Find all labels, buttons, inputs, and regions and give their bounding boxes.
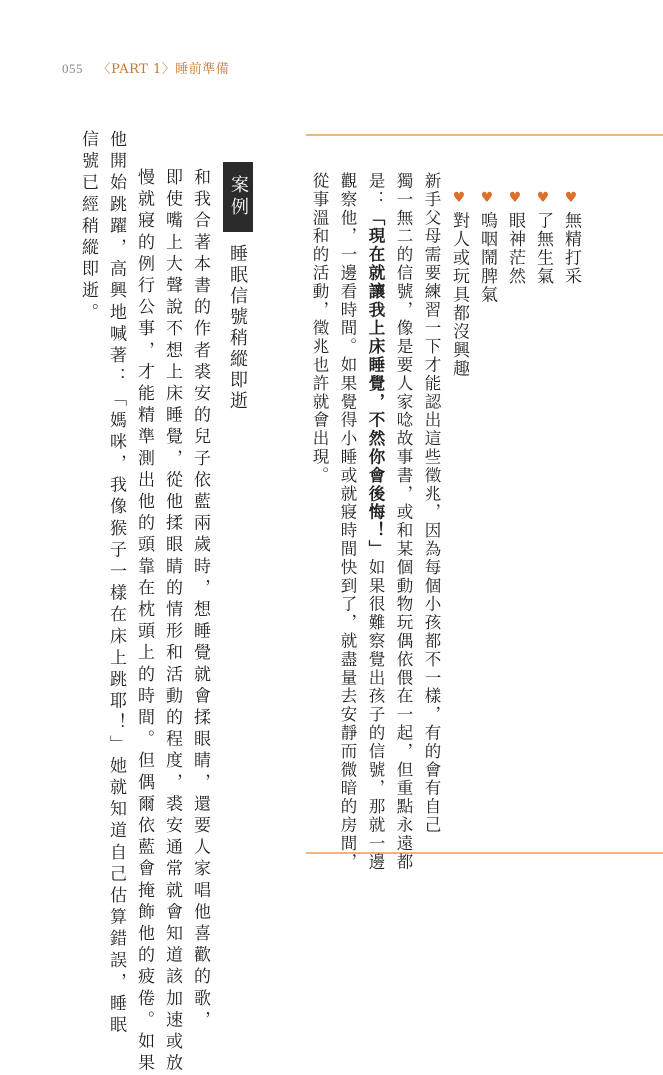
- list-item: ♥無精打采: [561, 190, 581, 286]
- list-item: ♥眼神茫然: [505, 190, 525, 286]
- case-study-tag: 案例: [223, 162, 253, 232]
- case-line: 即使嘴上大聲說不想上床睡覺，從他揉眼睛的情形和活動的程度，裘安通常就會知道該加速或放: [162, 168, 182, 1075]
- paragraph-line: 觀察他，一邊看時間。如果覺得小睡或就寢時間快到了，就盡量去安靜而微暗的房間，: [338, 172, 357, 872]
- paragraph-line: 是：「現在就讓我上床睡覺，不然你會後悔！」如果很難察覺出孩子的信號，那就一邊: [366, 172, 385, 872]
- paragraph-line: 獨一無二的信號，像是要人家唸故事書，或和某個動物玩偶依偎在一起，但重點永遠都: [394, 172, 413, 872]
- list-item: ♥了無生氣: [533, 190, 553, 286]
- heart-bullet-icon: ♥: [563, 190, 579, 208]
- case-line: 和我合著本書的作者裘安的兒子依藍兩歲時，想睡覺就會揉眼睛，還要人家唱他喜歡的歌，: [190, 168, 210, 1032]
- case-line: 慢就寢的例行公事，才能精準測出他的頭靠在枕頭上的時間。但偶爾依藍會掩飾他的疲倦。如果: [134, 168, 154, 1075]
- case-line: 他開始跳躍，高興地喊著：「媽咪，我像猴子一樣在床上跳耶！」她就知道自己估算錯誤，睡眠: [106, 130, 126, 1038]
- running-header: [62, 58, 229, 77]
- section-title: 〈PART 1〉睡前準備: [97, 62, 230, 77]
- case-line: 信號已經稍縱即逝。: [78, 130, 98, 325]
- heart-bullet-icon: ♥: [451, 190, 467, 208]
- paragraph-line: 從事溫和的活動，徵兆也許就會出現。: [310, 172, 329, 485]
- emphasis-quote: 「現在就讓我上床睡覺，不然你會後悔！」: [366, 208, 385, 559]
- paragraph-line: 新手父母需要練習一下才能認出這些徵兆，因為每個小孩都不一樣，有的會有自己: [422, 172, 441, 835]
- heart-bullet-icon: ♥: [535, 190, 551, 208]
- list-item: ♥對人或玩具都沒興趣: [449, 190, 469, 378]
- top-divider: [306, 134, 663, 136]
- page-number: 055: [62, 61, 83, 76]
- heart-bullet-icon: ♥: [507, 190, 523, 208]
- list-item: ♥嗚咽鬧脾氣: [477, 190, 497, 304]
- bottom-divider: [306, 852, 663, 854]
- case-study-title: 睡眠信號稍縱即逝: [227, 244, 248, 412]
- heart-bullet-icon: ♥: [479, 190, 495, 208]
